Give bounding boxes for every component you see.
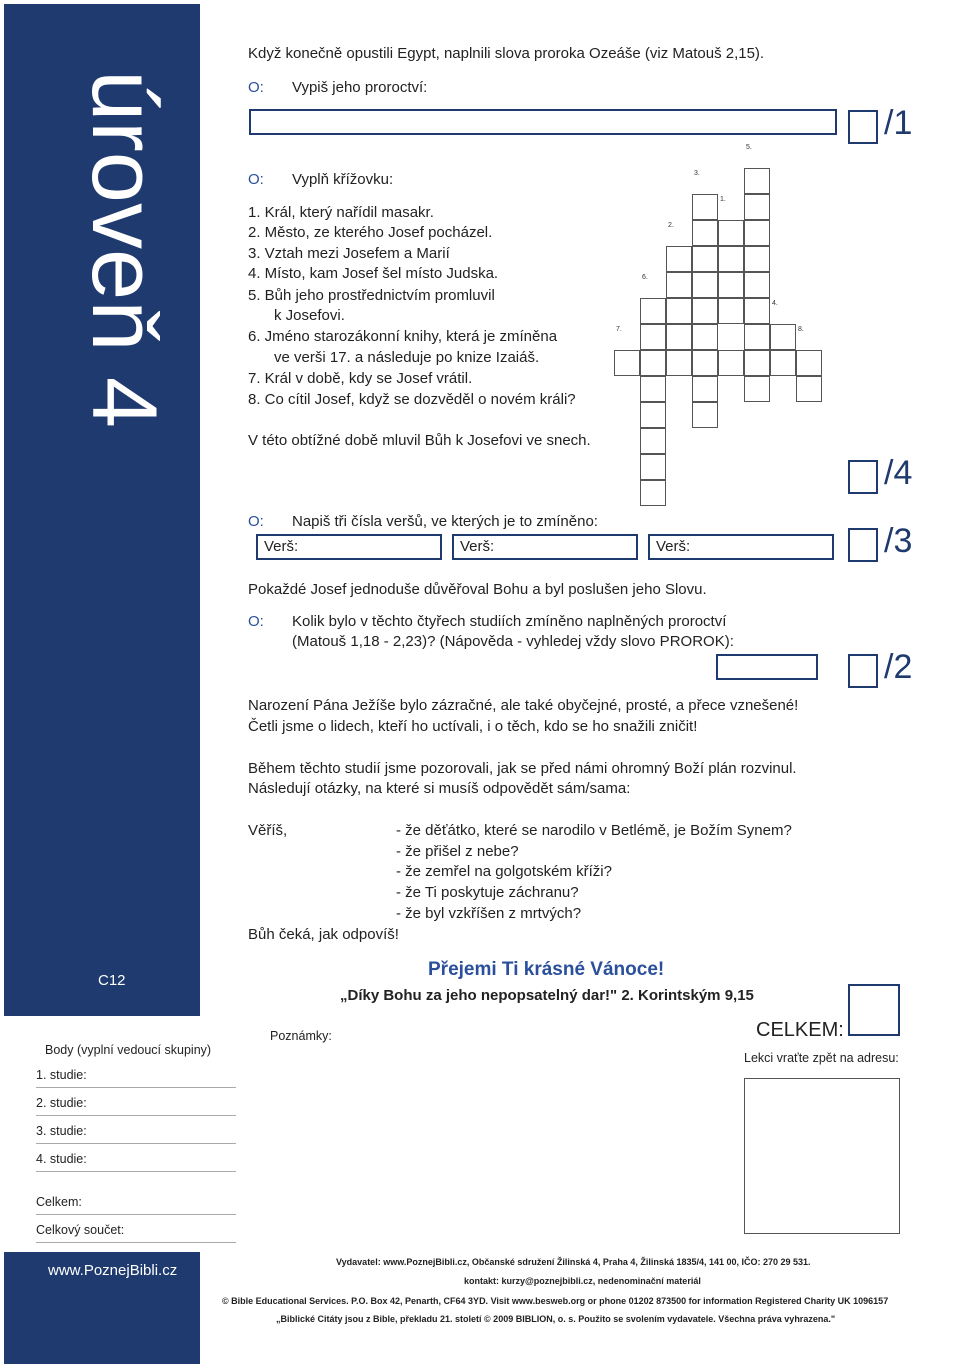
crossword-cell[interactable]	[744, 298, 770, 324]
clue-6: 6. Jméno starozákonní knihy, která je zmíněna	[248, 328, 558, 345]
footer-copyright: „Biblické Citáty jsou z Bible, překladu 21. století © 2009 BIBLION, o. s. Použito se svolením vydavatele. Všechna práva vyhrazena."	[276, 1314, 836, 1324]
believe-item-2: - že přišel z nebe?	[396, 843, 519, 860]
question-label-1: O:	[248, 79, 264, 96]
score-label-3: /3	[884, 522, 913, 560]
crossword-number: 4.	[772, 300, 778, 307]
lesson-code: C12	[98, 972, 126, 989]
clue-1: 1. Král, který nařídil masakr.	[248, 204, 434, 221]
believe-item-4: - že Ti poskytuje záchranu?	[396, 884, 579, 901]
clue-2: 2. Město, ze kterého Josef pocházel.	[248, 224, 493, 241]
intro-text: Když konečně opustili Egypt, naplnili slova proroka Ozeáše (viz Matouš 2,15).	[248, 45, 765, 62]
prophecy-count-field[interactable]	[716, 654, 818, 680]
points-row-1[interactable]: 1. studie:	[36, 1068, 236, 1088]
crossword-cell[interactable]	[666, 324, 692, 350]
crossword-cell[interactable]	[692, 194, 718, 220]
crossword-cell[interactable]	[614, 350, 640, 376]
plan-line-1: Během těchto studií jsme pozorovali, jak se před námi ohromný Boží plán rozvinul.	[248, 760, 797, 777]
believe-item-1: - že děťátko, které se narodilo v Betlémě, je Božím Synem?	[396, 822, 792, 839]
question-4-line2: (Matouš 1,18 - 2,23)? (Nápověda - vyhledej vždy slovo PROROK):	[292, 633, 734, 650]
crossword-cell[interactable]	[666, 350, 692, 376]
crossword-number: 8.	[798, 326, 804, 333]
crossword-cell[interactable]	[744, 194, 770, 220]
crossword-cell[interactable]	[744, 324, 770, 350]
crossword-cell[interactable]	[718, 272, 744, 298]
footer-publisher: Vydavatel: www.PoznejBibli.cz, Občanské sdružení Žilinská 4, Praha 4, Žilinská 1835/4, 141 00, IČO: 270 29 531.	[336, 1257, 811, 1267]
crossword-cell[interactable]	[666, 246, 692, 272]
crossword-cell[interactable]	[744, 220, 770, 246]
crossword-cell[interactable]	[770, 350, 796, 376]
points-grand-total[interactable]: Celkový součet:	[36, 1223, 236, 1243]
believe-label: Věříš,	[248, 822, 288, 839]
points-row-3[interactable]: 3. studie:	[36, 1124, 236, 1144]
crossword-number: 3.	[694, 170, 700, 177]
crossword-cell[interactable]	[666, 298, 692, 324]
crossword-cell[interactable]	[640, 350, 666, 376]
level-title: úroveň 4	[73, 70, 175, 429]
crossword-cell[interactable]	[692, 324, 718, 350]
crossword-cell[interactable]	[692, 272, 718, 298]
crossword-cell[interactable]	[640, 324, 666, 350]
crossword-cell[interactable]	[640, 402, 666, 428]
crossword-cell[interactable]	[692, 246, 718, 272]
crossword-cell[interactable]	[640, 428, 666, 454]
question-label-4: O:	[248, 613, 264, 630]
total-score-box[interactable]	[848, 984, 900, 1036]
question-2: Vyplň křížovku:	[292, 171, 394, 188]
verse-field-1[interactable]: Verš:	[256, 534, 442, 560]
crossword-cell[interactable]	[692, 376, 718, 402]
birth-line-1: Narození Pána Ježíše bylo zázračné, ale také obyčejné, prosté, a přece vznešené!	[248, 697, 799, 714]
birth-line-2: Četli jsme o lidech, kteří ho uctívali, i o těch, kdo se ho snažili zničit!	[248, 718, 698, 735]
clue-3: 3. Vztah mezi Josefem a Marií	[248, 245, 450, 262]
crossword-cell[interactable]	[744, 376, 770, 402]
crossword-number: 7.	[616, 326, 622, 333]
crossword-cell[interactable]	[692, 402, 718, 428]
crossword-number: 5.	[746, 144, 752, 151]
bible-quote: „Díky Bohu za jeho nepopsatelný dar!" 2. Korintským 9,15	[340, 987, 754, 1004]
points-row-2[interactable]: 2. studie:	[36, 1096, 236, 1116]
score-box-1[interactable]	[848, 110, 878, 144]
question-1: Vypiš jeho proroctví:	[292, 79, 428, 96]
clue-5-cont: k Josefovi.	[274, 307, 345, 324]
crossword-cell[interactable]	[640, 376, 666, 402]
verse-field-3[interactable]: Verš:	[648, 534, 834, 560]
crossword-cell[interactable]	[692, 298, 718, 324]
crossword-number: 6.	[642, 274, 648, 281]
crossword-cell[interactable]	[692, 350, 718, 376]
believe-item-5: - že byl vzkříšen z mrtvých?	[396, 905, 582, 922]
points-title: Body (vyplní vedoucí skupiny)	[45, 1043, 212, 1057]
clue-8: 8. Co cítil Josef, když se dozvěděl o novém králi?	[248, 391, 576, 408]
score-label-4: /2	[884, 648, 913, 686]
crossword-cell[interactable]	[744, 350, 770, 376]
crossword-cell[interactable]	[640, 454, 666, 480]
crossword-cell[interactable]	[666, 272, 692, 298]
christmas-greeting: Přejemi Ti krásné Vánoce!	[428, 959, 665, 980]
crossword-number: 2.	[668, 222, 674, 229]
question-label-2: O:	[248, 171, 264, 188]
question-4-line1: Kolik bylo v těchto čtyřech studiích zmíněno naplněných proroctví	[292, 613, 727, 630]
crossword-cell[interactable]	[744, 272, 770, 298]
crossword-cell[interactable]	[640, 480, 666, 506]
crossword-cell[interactable]	[796, 376, 822, 402]
clue-6-cont: ve verši 17. a následuje po knize Izaiáš.	[274, 349, 540, 366]
crossword-cell[interactable]	[744, 246, 770, 272]
score-box-3[interactable]	[848, 528, 878, 562]
website-link[interactable]: www.PoznejBibli.cz	[48, 1262, 178, 1279]
address-box[interactable]	[744, 1078, 900, 1234]
footer-contact: kontakt: kurzy@poznejbibli.cz, nedenominační materiál	[464, 1276, 701, 1286]
plan-line-2: Následují otázky, na které si musíš odpovědět sám/sama:	[248, 780, 631, 797]
score-label-2: /4	[884, 454, 913, 492]
verse-field-2[interactable]: Verš:	[452, 534, 638, 560]
clue-5: 5. Bůh jeho prostřednictvím promluvil	[248, 287, 495, 304]
crossword-cell[interactable]	[718, 350, 744, 376]
clue-7: 7. Král v době, kdy se Josef vrátil.	[248, 370, 473, 387]
notes-label: Poznámky:	[270, 1029, 332, 1043]
god-waits: Bůh čeká, jak odpovíš!	[248, 926, 399, 943]
crossword-cell[interactable]	[692, 220, 718, 246]
score-box-2[interactable]	[848, 460, 878, 494]
crossword-cell[interactable]	[718, 220, 744, 246]
crossword-cell[interactable]	[718, 246, 744, 272]
crossword-cell[interactable]	[744, 168, 770, 194]
crossword-cell[interactable]	[796, 350, 822, 376]
question-3: Napiš tři čísla veršů, ve kterých je to zmíněno:	[292, 513, 598, 530]
return-address-label: Lekci vraťte zpět na adresu:	[744, 1051, 899, 1065]
trust-text: Pokaždé Josef jednoduše důvěřoval Bohu a byl poslušen jeho Slovu.	[248, 581, 707, 598]
clue-4: 4. Místo, kam Josef šel místo Judska.	[248, 265, 499, 282]
footer-bes: © Bible Educational Services. P.O. Box 42, Penarth, CF64 3YD. Visit www.besweb.org or phone 01202 873500 for information Registered Charity UK 1096157	[222, 1296, 889, 1306]
believe-item-3: - že zemřel na golgotském kříži?	[396, 863, 612, 880]
dream-text: V této obtížné době mluvil Bůh k Josefovi ve snech.	[248, 432, 591, 449]
crossword-number: 1.	[720, 196, 726, 203]
total-label: CELKEM:	[756, 1019, 844, 1041]
points-row-4[interactable]: 4. studie:	[36, 1152, 236, 1172]
score-box-4[interactable]	[848, 654, 878, 688]
question-label-3: O:	[248, 513, 264, 530]
points-total[interactable]: Celkem:	[36, 1195, 236, 1215]
score-label-1: /1	[884, 104, 913, 142]
crossword-cell[interactable]	[640, 298, 666, 324]
crossword-cell[interactable]	[770, 324, 796, 350]
crossword-cell[interactable]	[718, 298, 744, 324]
prophecy-answer-field[interactable]	[249, 109, 837, 135]
